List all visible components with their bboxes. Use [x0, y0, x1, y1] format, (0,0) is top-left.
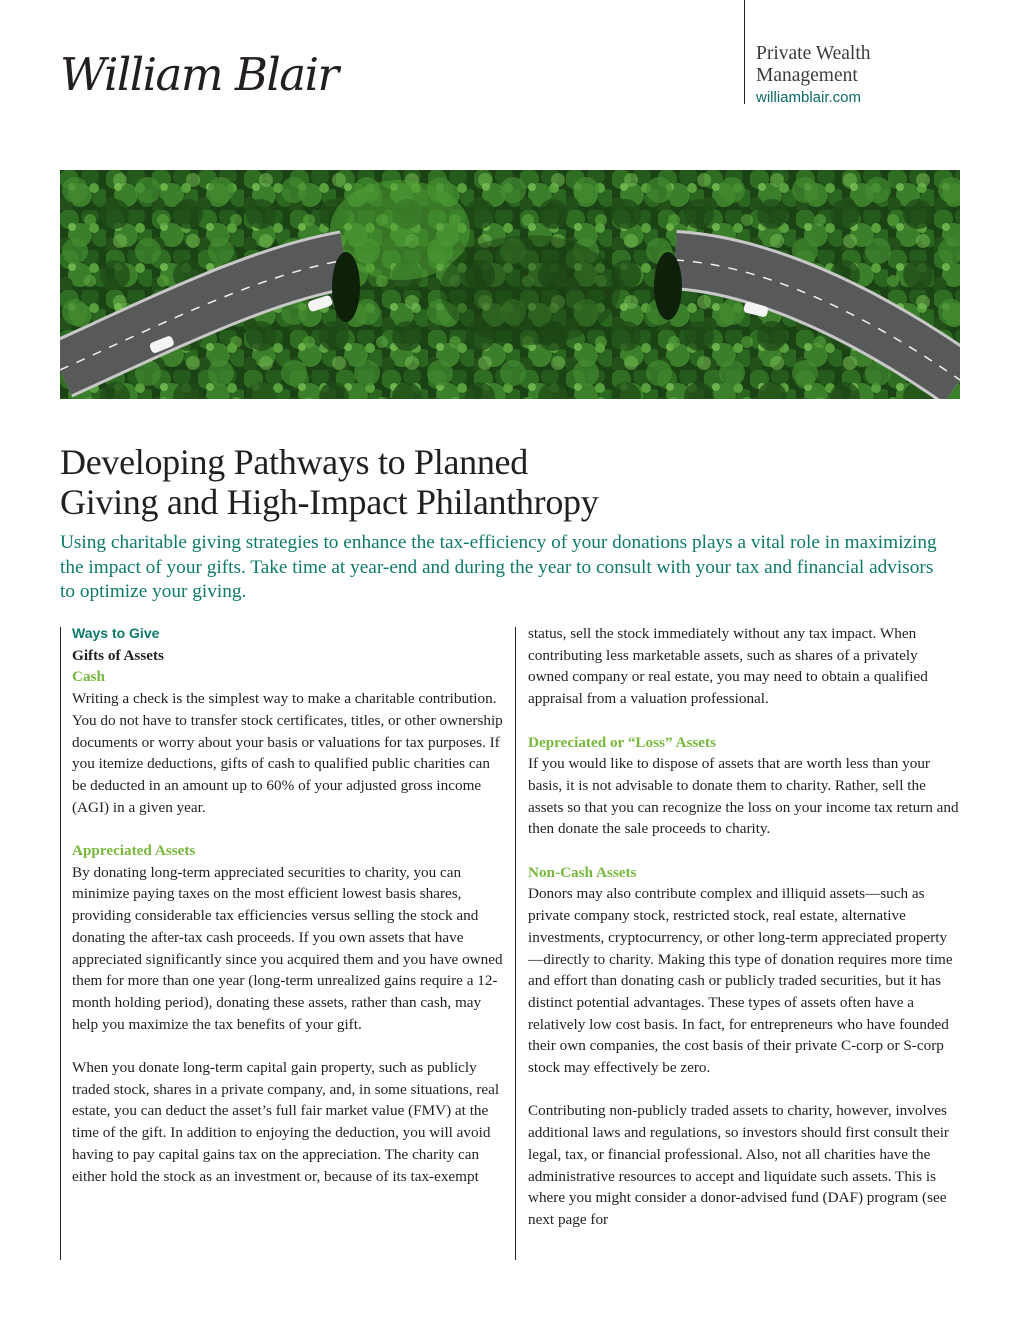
- header-divider: [744, 0, 745, 104]
- section-subheading: Gifts of Assets: [72, 646, 164, 664]
- cash-heading: Cash: [72, 668, 105, 686]
- william-blair-logo: William Blair: [60, 48, 338, 101]
- depreciated-assets-heading: Depreciated or “Loss” Assets: [528, 733, 717, 751]
- hero-image: [60, 170, 960, 399]
- depreciated-assets-paragraph: If you would like to dispose of assets that are worth less than your basis, it is not advisable to donate them to charity. Rather, sell the assets so that you can recognize the loss on your income tax return and then donate the sale proceeds to charity.: [528, 755, 959, 838]
- title-line-1: Developing Pathways to Planned: [60, 442, 528, 482]
- website-link[interactable]: williamblair.com: [756, 89, 862, 106]
- appreciated-assets-paragraph: By donating long-term appreciated securities to charity, you can minimize paying taxes on the most efficient lowest basis shares, providing considerable tax efficiencies versus selling the stock and donating the after-tax cash proceeds. If you own assets that have appreciated significantly since you acquired them and you have owned them for more than one year (long-term unrealized gains require a 12-month holding period), donating these assets, rather than cash, may help you maximize the tax benefits of your gift.: [72, 863, 503, 1033]
- division-name: Private Wealth Management: [756, 43, 871, 86]
- non-public-assets-paragraph: Contributing non-publicly traded assets to charity, however, involves additional laws and regulations, so investors should first consult their legal, tax, or financial professional. Also, not all charities have the administrative resources to accept and liquidate such assets. This is where you might consider a donor-advised fund (DAF) program (see next page for: [528, 1102, 949, 1228]
- intro-paragraph: Using charitable giving strategies to enhance the tax-efficiency of your donations plays a vital role in maximizing the impact of your gifts. Take time at year-end and during the year to consult with your tax and financial advisors to optimize your giving.: [60, 532, 937, 602]
- aerial-forest-road-photo: [60, 170, 960, 399]
- non-cash-assets-paragraph: Donors may also contribute complex and illiquid assets—such as private company stock, restricted stock, real estate, alternative investments, cryptocurrency, or other long-term appreciated property—directly to charity. Making this type of donation requires more time and effort than donating cash or publicly traded securities, but it has distinct potential advantages. These types of assets often have a relatively low cost basis. In fact, for entrepreneurs who have founded their own companies, the cost basis of their private C-corp or S-corp stock may effectively be zero.: [528, 885, 953, 1077]
- right-column: [528, 623, 960, 1231]
- cash-paragraph: Writing a check is the simplest way to make a charitable contribution. You do not have to transfer stock certificates, titles, or other ownership documents or worry about your basis or valuations for tax purposes. If you itemize deductions, gifts of cash to qualified public charities can be deducted in an amount up to 60% of your adjusted gross income (AGI) in a given year.: [72, 690, 503, 816]
- page-title: [60, 442, 940, 522]
- column-rule-middle: [515, 627, 516, 1260]
- continued-paragraph: status, sell the stock immediately without any tax impact. When contributing less marketable assets, such as shares of a privately owned company or real estate, you may need to obtain a qualified appraisal from a valuation professional.: [528, 625, 928, 708]
- column-rule-left: [60, 627, 61, 1260]
- title-line-2: Giving and High-Impact Philanthropy: [60, 482, 599, 522]
- non-cash-assets-heading: Non-Cash Assets: [528, 863, 637, 881]
- appreciated-assets-heading: Appreciated Assets: [72, 842, 196, 860]
- capital-gain-paragraph: When you donate long-term capital gain property, such as publicly traded stock, shares in a private company, and, in some situations, real estate, you can deduct the asset’s full fair market value (FMV) at the time of the gift. In addition to enjoying the deduction, you will avoid having to pay capital gains tax on the appreciation. The charity can either hold the stock as an investment or, because of its tax-exempt: [72, 1059, 500, 1185]
- section-kicker: Ways to Give: [72, 625, 160, 641]
- left-column: [72, 623, 504, 1187]
